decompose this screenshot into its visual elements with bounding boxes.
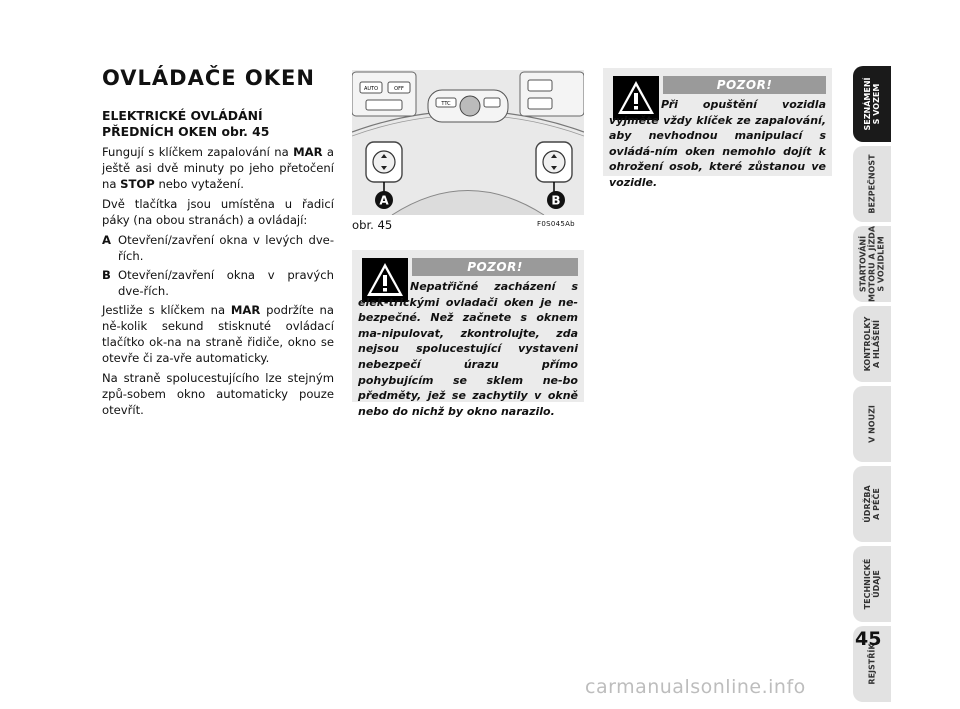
warning-text: Nepatřičné zacházení s elek-trickými ovladači oken je ne-bezpečné. Než začnete s oknem ma-nipulovat, zkontrolujte, zda nejsou spolucestující vystaveni nebezpečí úrazu přímo pohybujícím se sklem ne-bo předměty, jež se zachytily v okně nebo do nichž by okno narazilo.: [358, 280, 578, 418]
paragraph-auto-mode: Jestliže s klíčkem na MAR podržíte na ně-kolik sekund stisknuté ovládací tlačítko ok-na na straně řidiče, okno se otevře či za-vře automaticky.: [102, 303, 334, 365]
auto-label: AUTO: [363, 86, 379, 92]
tab-label: STARTOVÁNÍ MOTORU A JÍZDA S VOZIDLEM: [858, 225, 886, 303]
warning-heading: POZOR!: [412, 258, 578, 276]
page-number: 45: [855, 628, 882, 650]
list-item-key: B: [102, 268, 111, 282]
key-mar: MAR: [293, 145, 323, 159]
chapter-tabs: [853, 66, 891, 706]
list-item-a: [102, 232, 334, 264]
warning-box-remove-key: [603, 68, 832, 189]
callout-a: A: [379, 193, 389, 208]
watermark: carmanualsonline.info: [585, 676, 806, 698]
tab-label: REJSTŘÍK: [867, 643, 877, 685]
tab-label: ÚDRŽBA A PÉČE: [863, 485, 881, 523]
tab-kontrolky[interactable]: [853, 306, 891, 382]
list-item-key: A: [102, 233, 111, 247]
tab-label: V NOUZI: [867, 405, 877, 443]
paragraph-ignition: Fungují s klíčkem zapalování na MAR a ještě asi dvě minuty po jeho přetočení na STOP nebo vytažení.: [102, 145, 335, 191]
key-stop: STOP: [120, 177, 155, 191]
paragraph-passenger: Na straně spolucestujícího lze stejným způ-sobem okno automaticky pouze otevřít.: [102, 371, 334, 417]
list-item-text: Otevření/zavření okna v pravých dve-řích.: [118, 268, 334, 298]
tab-startovani[interactable]: [853, 226, 891, 302]
figure-code: F0S045Ab: [537, 220, 575, 228]
tab-label: SEZNÁMENÍ S VOZEM: [863, 77, 881, 131]
tab-label: TECHNICKÉ ÚDAJE: [863, 558, 881, 610]
ttc-label: TTC: [441, 101, 451, 107]
subsection-title: [102, 108, 334, 140]
section-title: OVLÁDAČE OKEN: [102, 66, 315, 90]
warning-heading: POZOR!: [663, 76, 826, 94]
tab-technicke-udaje[interactable]: [853, 546, 891, 622]
warning-text: Při opuštění vozidla vyjměte vždy klíček ze zapalování, aby nevhodnou manipulací s ovládá-ním oken nemohlo dojít k ohrožení osob, které zůstanou ve vozidle.: [609, 98, 826, 189]
tab-udrzba[interactable]: [853, 466, 891, 542]
window-switches-illustration: [352, 70, 584, 215]
warning-box-window-controls: [352, 250, 584, 418]
off-label: OFF: [394, 86, 404, 92]
callout-b: B: [551, 193, 561, 208]
figure-caption: obr. 45: [352, 218, 393, 232]
tab-v-nouzi[interactable]: [853, 386, 891, 462]
list-item-text: Otevření/zavření okna v levých dve-řích.: [118, 233, 334, 263]
list-item-b: [102, 267, 334, 299]
paragraph-buttons: Dvě tlačítka jsou umístěna u řadicí páky (na obou stranách) a ovládají:: [102, 197, 334, 227]
tab-label: KONTROLKY A HLÁŠENÍ: [863, 316, 881, 372]
figure-window-switches: [352, 70, 584, 215]
tab-bezpecnost[interactable]: [853, 146, 891, 222]
tab-label: BEZPEČNOST: [867, 154, 877, 214]
text-column: [102, 66, 334, 422]
tab-seznameni-s-vozem[interactable]: [853, 66, 891, 142]
figure-reference: obr. 45: [221, 124, 270, 139]
subsection-title-text: ELEKTRICKÉ OVLÁDÁNÍ PŘEDNÍCH OKEN: [102, 108, 263, 139]
